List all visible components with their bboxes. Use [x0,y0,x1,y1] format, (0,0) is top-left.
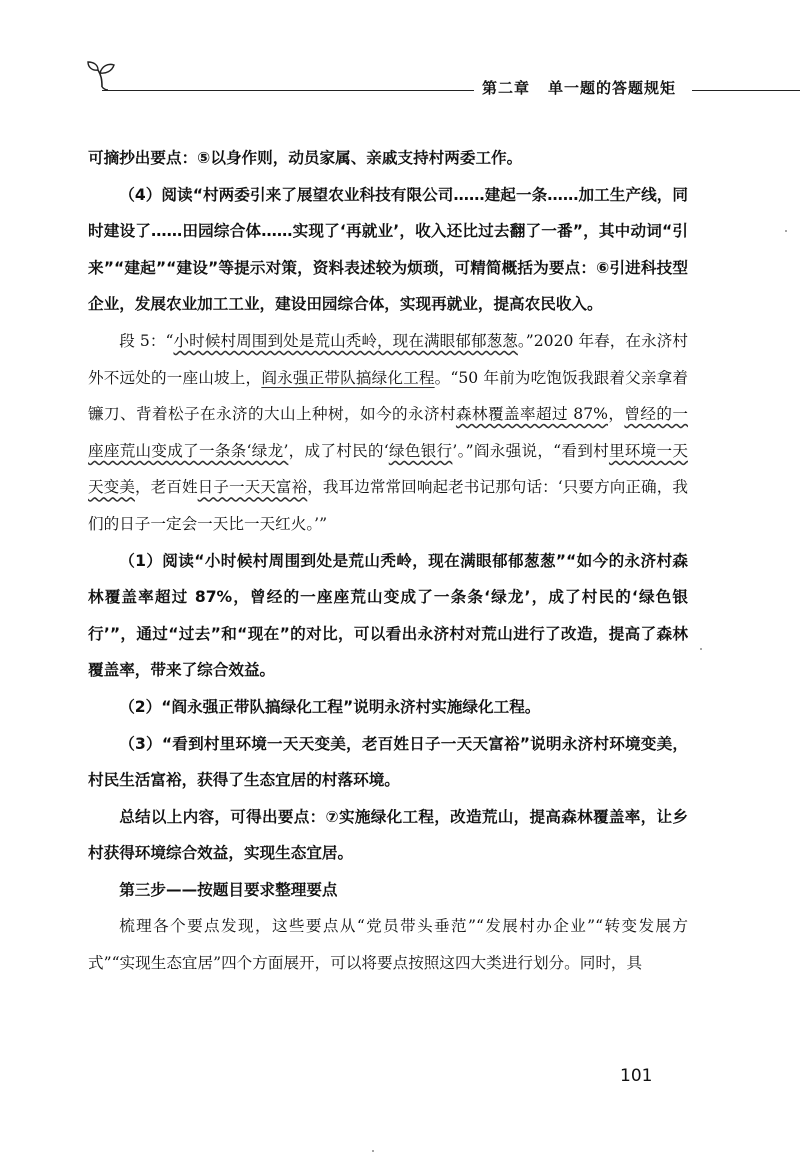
sprout-icon [84,57,120,93]
paragraph-1: 可摘抄出要点：⑤以身作则，动员家属、亲戚支持村两委工作。 [88,149,523,167]
paragraph-7: 总结以上内容，可得出要点：⑦实施绿化工程，改造荒山，提高森林覆盖率，让乡村获得环境综合效益，实现生态宜居。 [88,807,688,863]
wavy-underlined-phrase: 日子一天天富裕 [197,478,308,497]
paragraph-5: （2）“阎永强正带队搞绿化工程”说明永济村实施绿化工程。 [119,697,541,716]
scan-speck [700,648,702,650]
underlined-phrase: 阎永强正带队搞绿化工程 [261,368,435,387]
running-header [0,55,800,105]
excerpt-text: 。“50 年前为吃饱饭我跟着父亲拿着镰刀、背着松子在永济的大山上种树，如今的永济村 [88,368,688,424]
header-rule-left [102,90,474,91]
scan-speck [372,1150,374,1152]
excerpt-text: ’。”阎永强说，“看到村 [452,441,609,460]
paragraph-6: （3）“看到村里环境一天天变美，老百姓日子一天天富裕”说明永济村环境变美，村民生活富裕，获得了生态宜居的村落环境。 [88,734,688,790]
excerpt-text: ，老百姓 [134,478,198,497]
page-number: 101 [620,1066,653,1086]
section-heading: 第三步——按题目要求整理要点 [119,880,338,899]
page-body [88,140,688,982]
paragraph-3-source-excerpt [88,323,688,543]
wavy-underlined-phrase: 绿色银行 [388,441,453,460]
chapter-title: 单一题的答题规矩 [548,79,677,97]
excerpt-text: 。”2020 年春，在永济村外不远处的一座山坡上， [88,331,688,387]
paragraph-4: （1）阅读“小时候村周围到处是荒山秃岭，现在满眼郁郁葱葱”“如今的永济村森林覆盖率超过 87%，曾经的一座座荒山变成了一条条‘绿龙’，成了村民的‘绿色银行’”，通过“过去”和“现在”的对比，可以看出永济村对荒山进行了改造，提高了森林覆盖率，带来了综合效益。 [88,551,688,680]
chapter-heading [482,77,676,98]
wavy-underlined-phrase: 小时候村周围到处是荒山秃岭，现在满眼郁郁葱葱 [173,331,518,350]
excerpt-text: ，成了村民的‘ [288,441,389,460]
excerpt-text: 段 5：“ [119,331,174,350]
paragraph-8: 梳理各个要点发现，这些要点从“党员带头垂范”“发展村办企业”“转变发展方式”“实现生态宜居”四个方面展开，可以将要点按照这四大类进行划分。同时，具 [88,917,688,973]
wavy-underlined-phrase: 里环境一天天变美 [88,441,688,497]
wavy-underlined-phrase: 森林覆盖率超过 87% [455,405,608,424]
scan-speck [785,230,787,232]
paragraph-2: （4）阅读“村两委引来了展望农业科技有限公司……建起一条……加工生产线，同时建设了……田园综合体……实现了‘再就业’，收入还比过去翻了一番”，其中动词“引来”“建起”“建设”等提示对策，资料表述较为烦琐，可精简概括为要点：⑥引进科技型企业，发展农业加工工业，建设田园综合体，实现再就业，提高农民收入。 [88,185,688,314]
excerpt-text: ， [607,405,625,424]
chapter-number: 第二章 [482,79,531,97]
header-rule-right [692,90,800,91]
wavy-underlined-phrase: 曾经的一座座荒山变成了一条条‘绿龙’ [88,405,688,460]
excerpt-text: ，我耳边常常回响起老书记那句话：‘只要方向正确，我们的日子一定会一天比一天红火。’” [88,478,688,533]
